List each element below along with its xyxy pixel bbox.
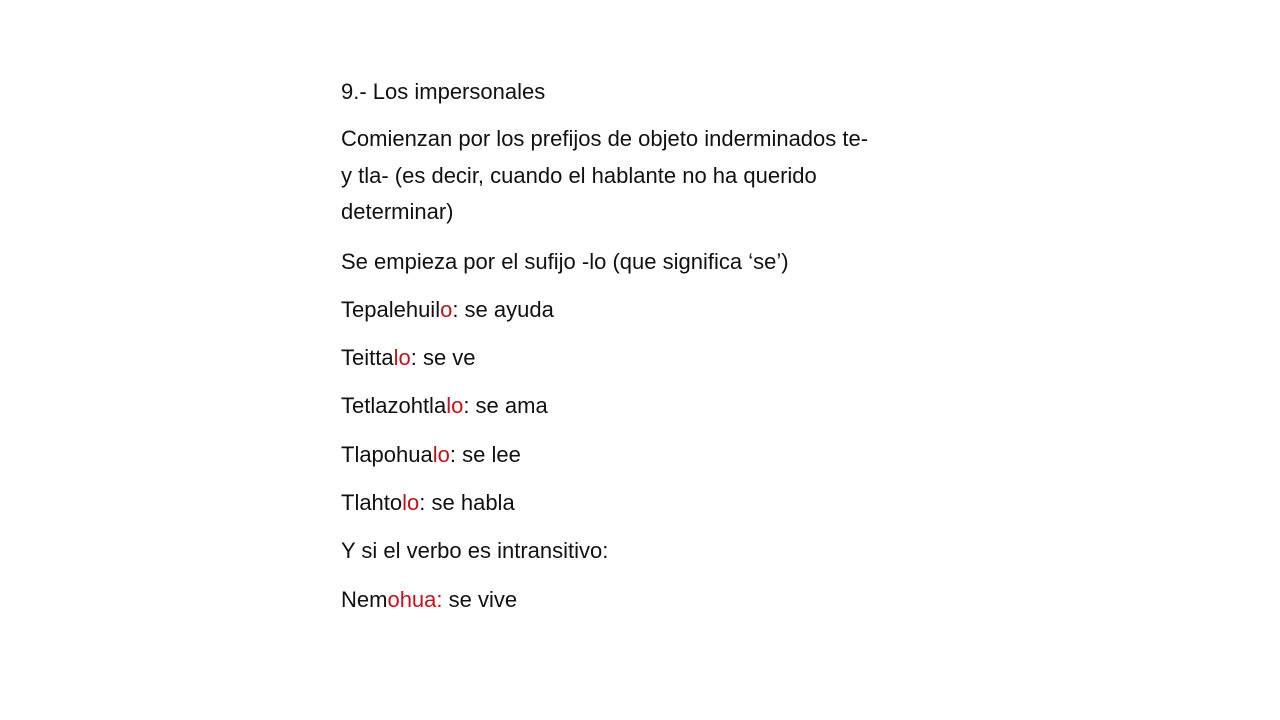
intro-line-3: determinar) bbox=[341, 199, 454, 224]
example-meaning: : se ayuda bbox=[452, 297, 554, 322]
example-meaning: : se ama bbox=[463, 393, 548, 418]
example-tlapohualo bbox=[341, 437, 521, 473]
example-suffix: lo bbox=[446, 393, 464, 418]
example-stem: Tlahto bbox=[341, 490, 403, 515]
example-tepalehuilo bbox=[341, 292, 554, 328]
example-suffix: lo bbox=[402, 490, 420, 515]
suffix-note: Se empieza por el sufijo -lo (que significa ‘se’) bbox=[341, 249, 789, 274]
example-suffix: o bbox=[440, 297, 453, 322]
intransitive-note: Y si el verbo es intransitivo: bbox=[341, 538, 609, 563]
example-meaning: se vive bbox=[442, 587, 518, 612]
example-suffix: ohua: bbox=[387, 587, 443, 612]
intro-paragraph bbox=[341, 121, 951, 231]
example-stem: Nem bbox=[341, 587, 388, 612]
example-suffix: lo bbox=[432, 442, 450, 467]
slide-title: 9.- Los impersonales bbox=[341, 79, 546, 104]
example-stem: Tepalehuil bbox=[341, 297, 441, 322]
example-nemohua bbox=[341, 582, 517, 618]
example-tetlazohtlalo bbox=[341, 388, 548, 424]
example-meaning: : se ve bbox=[410, 345, 476, 370]
example-stem: Tetlazohtla bbox=[341, 393, 447, 418]
example-teittalo bbox=[341, 340, 476, 376]
example-suffix: lo bbox=[393, 345, 411, 370]
example-meaning: : se lee bbox=[449, 442, 521, 467]
intro-line-1: Comienzan por los prefijos de objeto inderminados te- bbox=[341, 126, 869, 151]
example-meaning: : se habla bbox=[419, 490, 515, 515]
intro-line-2: y tla- (es decir, cuando el hablante no ha querido bbox=[341, 162, 817, 188]
example-stem: Teitta bbox=[341, 345, 394, 370]
example-tlahtolo bbox=[341, 485, 515, 521]
example-stem: Tlapohua bbox=[341, 442, 433, 467]
